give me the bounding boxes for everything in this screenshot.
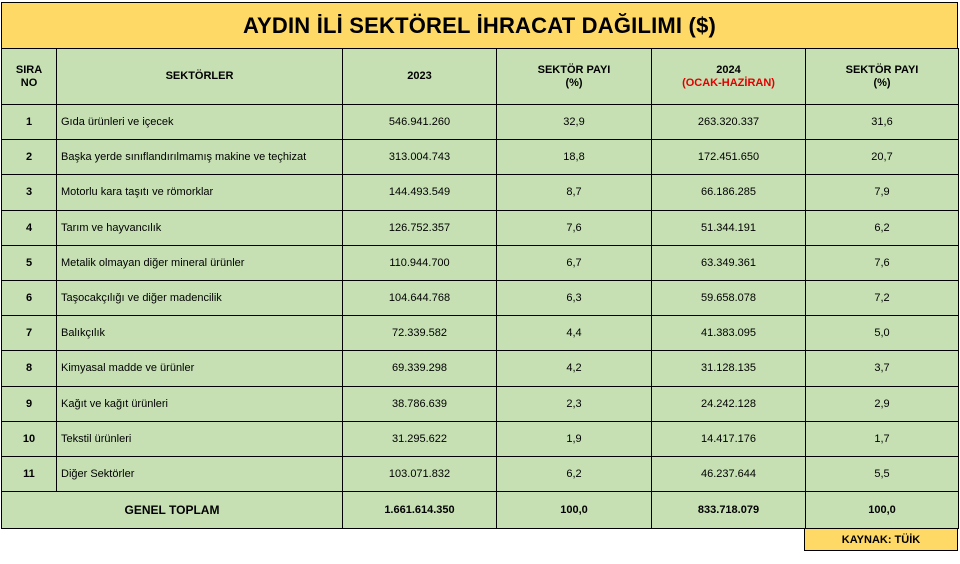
table-row [2,421,959,456]
row-share-2023: 6,3 [497,280,652,315]
row-value-2024: 66.186.285 [652,175,806,210]
header-pay1-line1: SEKTÖR PAYI [537,63,611,76]
row-sector: Gıda ürünleri ve içecek [57,105,343,140]
row-value-2023: 72.339.582 [343,316,497,351]
row-no: 10 [2,421,57,456]
row-value-2024: 263.320.337 [652,105,806,140]
row-value-2023: 126.752.357 [343,210,497,245]
row-share-2024: 5,5 [806,456,959,491]
row-no: 11 [2,456,57,491]
row-value-2023: 69.339.298 [343,351,497,386]
row-no: 5 [2,245,57,280]
row-share-2024: 7,9 [806,175,959,210]
row-value-2024: 24.242.128 [652,386,806,421]
table-row [2,175,959,210]
table-row [2,316,959,351]
row-share-2024: 1,7 [806,421,959,456]
row-share-2024: 5,0 [806,316,959,351]
row-share-2024: 2,9 [806,386,959,421]
row-share-2023: 32,9 [497,105,652,140]
table-row [2,245,959,280]
row-share-2023: 18,8 [497,140,652,175]
row-share-2023: 2,3 [497,386,652,421]
row-sector: Başka yerde sınıflandırılmamış makine ve teçhizat [57,140,343,175]
row-no: 8 [2,351,57,386]
page-title: AYDIN İLİ SEKTÖREL İHRACAT DAĞILIMI ($) [1,2,958,49]
row-value-2023: 104.644.768 [343,280,497,315]
total-row [2,492,959,529]
row-share-2024: 7,6 [806,245,959,280]
header-2023: 2023 [343,49,497,105]
header-sira-line1: SIRA [15,63,43,76]
row-sector: Metalik olmayan diğer mineral ürünler [57,245,343,280]
row-value-2024: 41.383.095 [652,316,806,351]
table-row [2,105,959,140]
header-sira-no [2,49,57,105]
row-share-2023: 4,4 [497,316,652,351]
table-row [2,351,959,386]
row-share-2023: 6,2 [497,456,652,491]
row-share-2023: 7,6 [497,210,652,245]
header-sektorler: SEKTÖRLER [57,49,343,105]
row-share-2023: 4,2 [497,351,652,386]
row-share-2024: 20,7 [806,140,959,175]
row-share-2024: 3,7 [806,351,959,386]
row-no: 6 [2,280,57,315]
table-row [2,456,959,491]
header-2024-period: (OCAK-HAZİRAN) [682,76,775,89]
header-2024-year: 2024 [716,63,741,76]
row-value-2023: 546.941.260 [343,105,497,140]
row-sector: Taşocakçılığı ve diğer madencilik [57,280,343,315]
table-row [2,210,959,245]
row-share-2023: 1,9 [497,421,652,456]
header-pay1-line2: (%) [565,76,583,89]
header-sira-line2: NO [20,76,38,89]
row-value-2024: 63.349.361 [652,245,806,280]
row-sector: Kimyasal madde ve ürünler [57,351,343,386]
header-pay2-line2: (%) [873,76,891,89]
header-sektor-payi-2024 [806,49,959,105]
row-value-2023: 38.786.639 [343,386,497,421]
row-sector: Balıkçılık [57,316,343,351]
header-2024 [652,49,806,105]
row-sector: Kağıt ve kağıt ürünleri [57,386,343,421]
total-share-2024: 100,0 [806,492,959,529]
row-no: 7 [2,316,57,351]
row-value-2023: 144.493.549 [343,175,497,210]
row-value-2023: 31.295.622 [343,421,497,456]
row-no: 9 [2,386,57,421]
total-label: GENEL TOPLAM [2,492,343,529]
row-value-2024: 31.128.135 [652,351,806,386]
header-row [2,49,959,105]
row-value-2024: 51.344.191 [652,210,806,245]
row-share-2024: 31,6 [806,105,959,140]
row-value-2024: 14.417.176 [652,421,806,456]
row-no: 2 [2,140,57,175]
row-share-2024: 7,2 [806,280,959,315]
row-sector: Tekstil ürünleri [57,421,343,456]
row-value-2024: 172.451.650 [652,140,806,175]
row-value-2024: 59.658.078 [652,280,806,315]
row-share-2023: 8,7 [497,175,652,210]
total-share-2023: 100,0 [497,492,652,529]
header-pay2-line1: SEKTÖR PAYI [845,63,919,76]
row-share-2023: 6,7 [497,245,652,280]
header-sektor-payi-2023 [497,49,652,105]
row-no: 3 [2,175,57,210]
row-no: 1 [2,105,57,140]
row-value-2024: 46.237.644 [652,456,806,491]
row-value-2023: 313.004.743 [343,140,497,175]
row-sector: Diğer Sektörler [57,456,343,491]
export-table [1,48,959,529]
total-value-2024: 833.718.079 [652,492,806,529]
table-row [2,140,959,175]
row-no: 4 [2,210,57,245]
table-row [2,280,959,315]
source-badge: KAYNAK: TÜİK [804,528,958,551]
row-value-2023: 103.071.832 [343,456,497,491]
row-sector: Motorlu kara taşıtı ve römorklar [57,175,343,210]
total-value-2023: 1.661.614.350 [343,492,497,529]
row-value-2023: 110.944.700 [343,245,497,280]
table-row [2,386,959,421]
row-sector: Tarım ve hayvancılık [57,210,343,245]
row-share-2024: 6,2 [806,210,959,245]
